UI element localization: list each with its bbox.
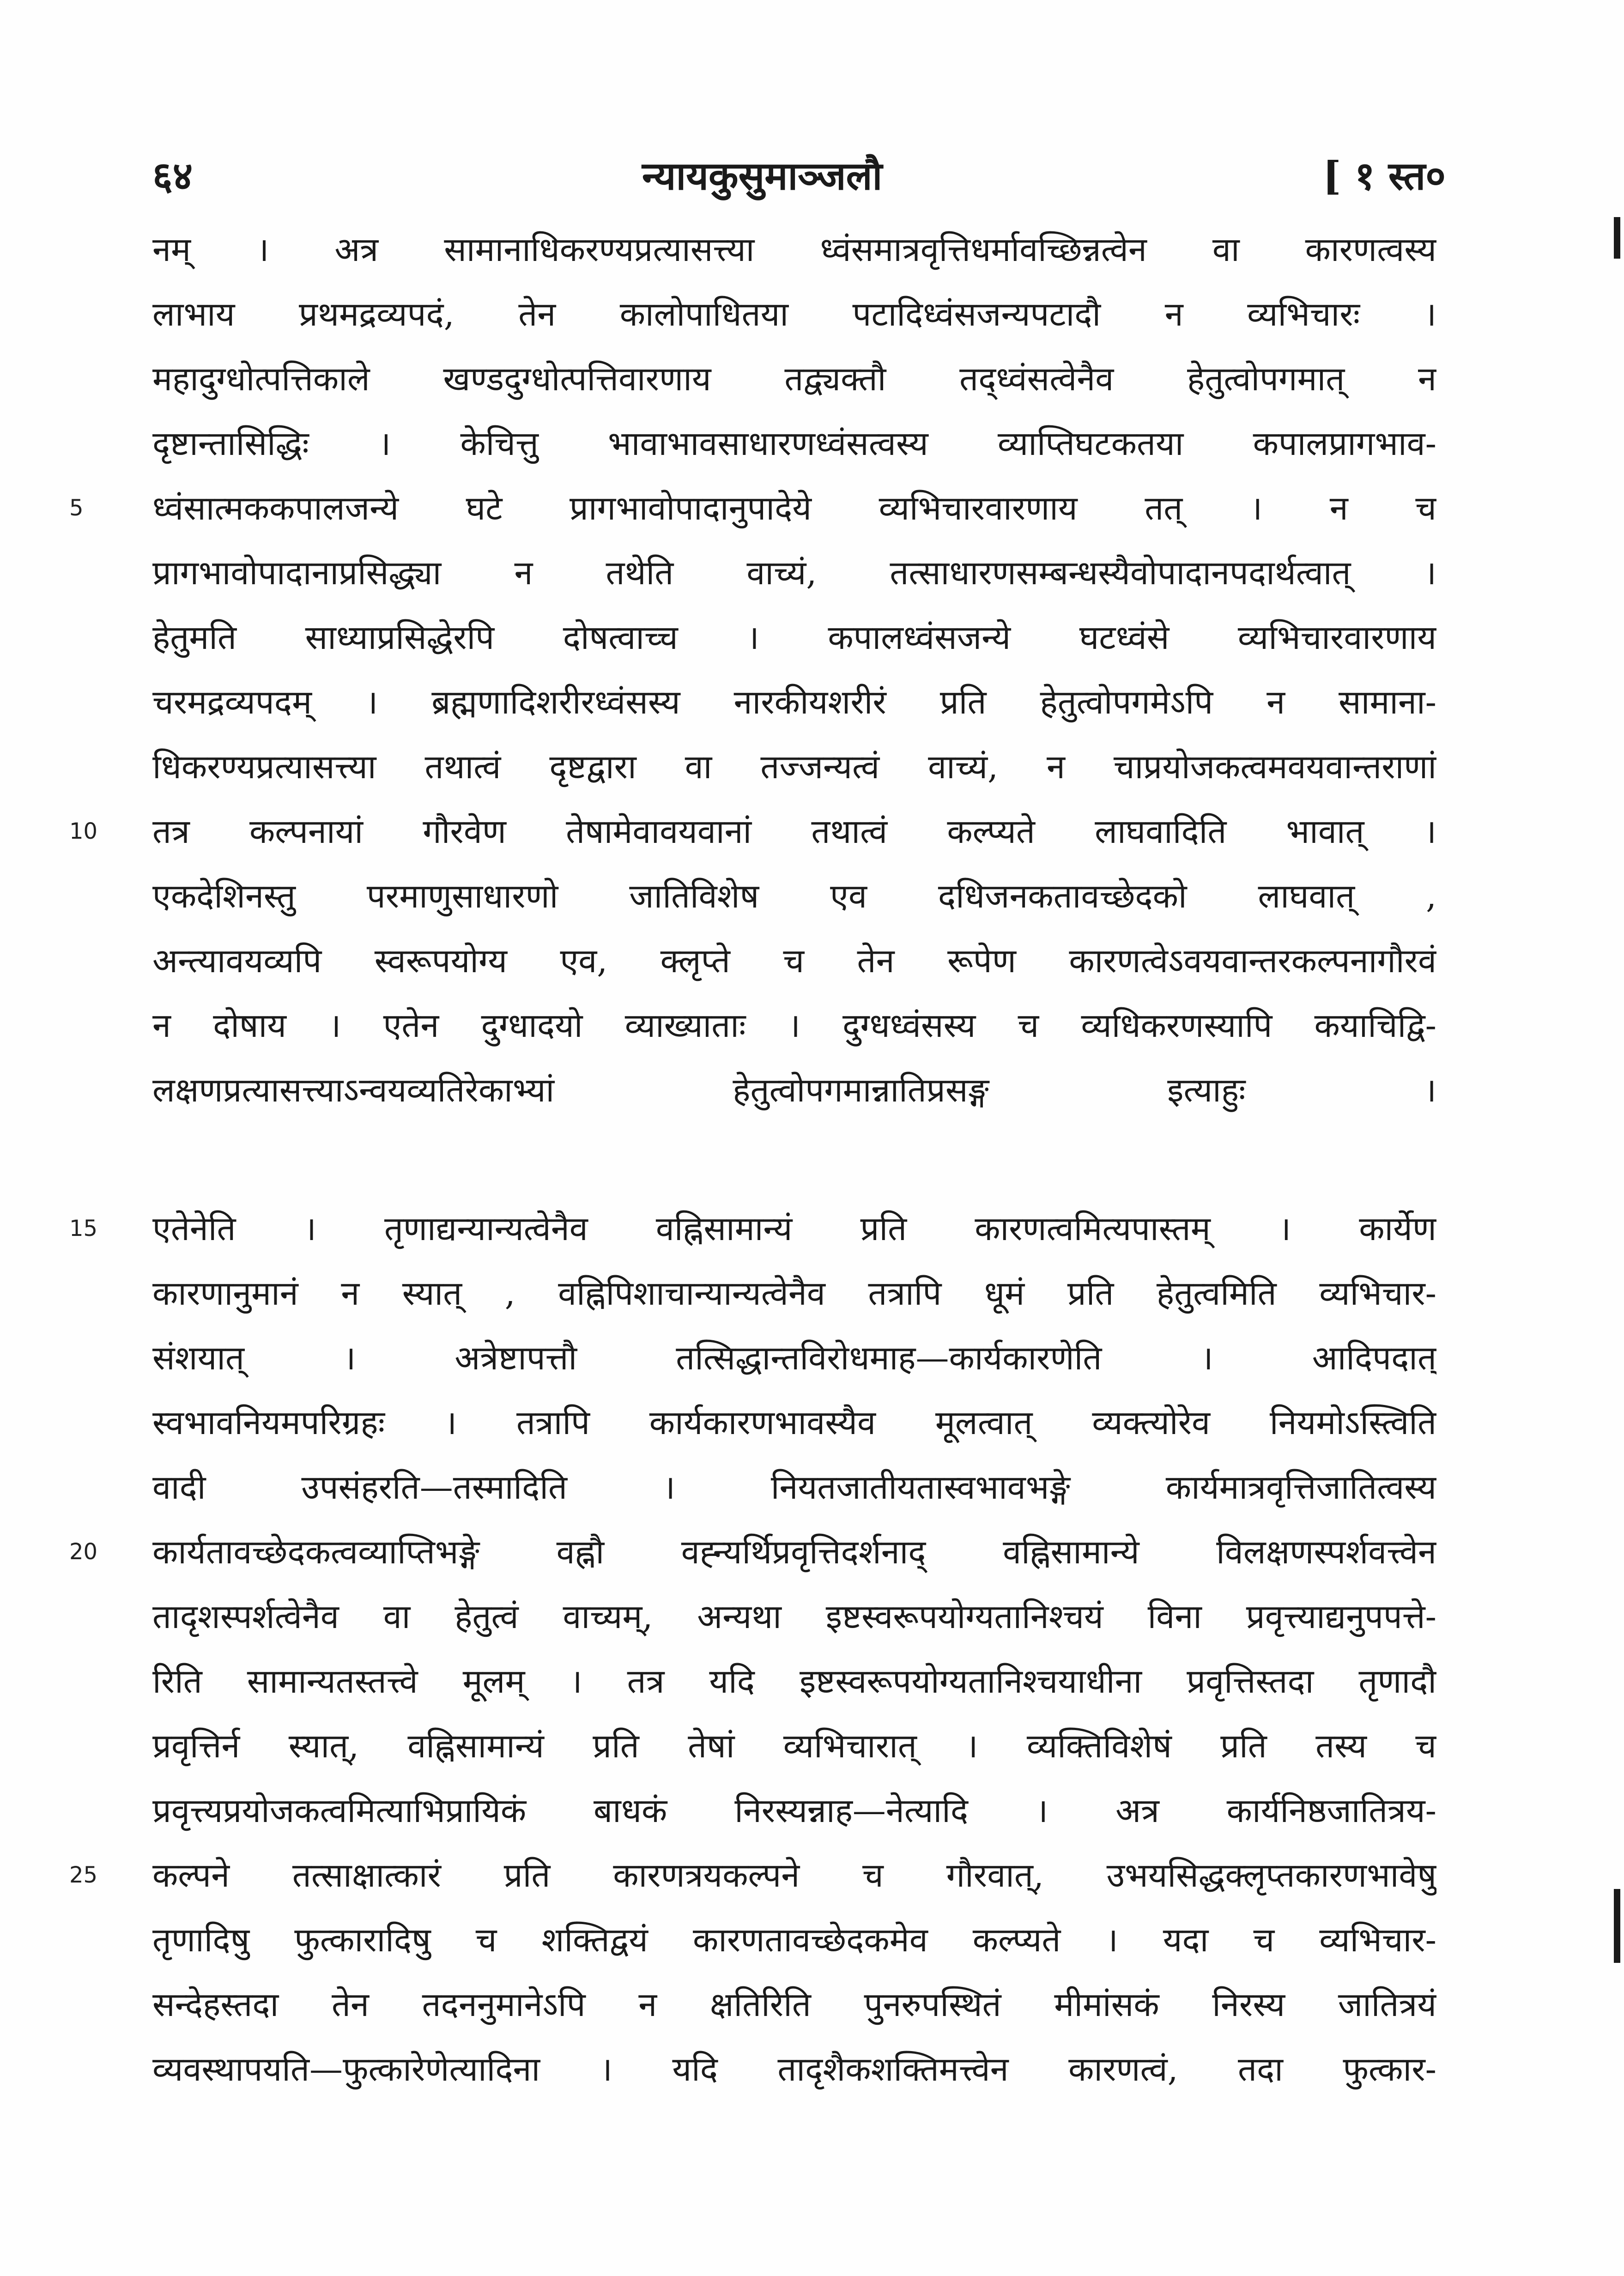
text-line: सन्देहस्तदा तेन तदननुमानेऽपि न क्षतिरिति पुनरुपस्थितं मीमांसकं निरस्य जातित्रयं xyxy=(152,1985,1436,2024)
text-line: अन्त्यावयव्यपि स्वरूपयोग्य एव, क्लृप्ते च तेन रूपेण कारणत्वेऽवयवान्तरकल्पनागौरवं xyxy=(152,941,1436,980)
text-line: ध्वंसात्मककपालजन्ये घटे प्रागभावोपादानुपादेये व्यभिचारवारणाय तत् । न च xyxy=(152,489,1436,527)
text-line: प्रवृत्तिर्न स्यात्, वह्निसामान्यं प्रति तेषां व्यभिचारात् । व्यक्तिविशेषं प्रति तस्य च xyxy=(152,1726,1436,1765)
text-line: वादी उपसंहरति—तस्मादिति । नियतजातीयतास्वभावभङ्गे कार्यमात्रवृत्तिजातित्वस्य xyxy=(152,1468,1436,1507)
text-line: व्यवस्थापयति—फुत्कारेणेत्यादिना । यदि तादृशैकशक्तिमत्त्वेन कारणत्वं, तदा फुत्कार- xyxy=(152,2050,1436,2088)
text-line: कारणानुमानं न स्यात् , वह्निपिशाचान्यान्यत्वेनैव तत्रापि धूमं प्रति हेतुत्वमिति व्यभिचार- xyxy=(152,1274,1436,1313)
text-line: संशयात् । अत्रेष्टापत्तौ तत्सिद्धान्तविरोधमाह—कार्यकारणेति । आदिपदात् xyxy=(152,1338,1436,1377)
section-marker: [ १ स्त० xyxy=(1322,153,1446,199)
text-line: नम् । अत्र सामानाधिकरण्यप्रत्यासत्त्या ध्वंसमात्रवृत्तिधर्मावच्छिन्नत्वेन वा कारणत्वस्य xyxy=(152,230,1436,269)
text-line: तृणादिषु फुत्कारादिषु च शक्तिद्वयं कारणतावच्छेदकमेव कल्प्यते । यदा च व्यभिचार- xyxy=(152,1920,1436,1959)
text-line: तादृशस्पर्शत्वेनैव वा हेतुत्वं वाच्यम्, अन्यथा इष्टस्वरूपयोग्यतानिश्चयं विना प्रवृत्त्याद्यनुपपत्ते- xyxy=(152,1597,1436,1636)
text-line: लक्षणप्रत्यासत्त्याऽन्वयव्यतिरेकाभ्यां हेतुत्वोपगमान्नातिप्रसङ्ग इत्याहुः । xyxy=(152,1071,1436,1109)
scan-edge-mark xyxy=(1614,1889,1620,1963)
text-line: कल्पने तत्साक्षात्कारं प्रति कारणत्रयकल्पने च गौरवात्, उभयसिद्धक्लृप्तकारणभावेषु xyxy=(152,1856,1436,1895)
text-line: लाभाय प्रथमद्रव्यपदं, तेन कालोपाधितया पटादिध्वंसजन्यपटादौ न व्यभिचारः । xyxy=(152,295,1436,333)
text-line: प्रवृत्त्यप्रयोजकत्वमित्याभिप्रायिकं बाधकं निरस्यन्नाह—नेत्यादि । अत्र कार्यनिष्ठजातित्रय- xyxy=(152,1791,1436,1830)
text-line: तत्र कल्पनायां गौरवेण तेषामेवावयवानां तथात्वं कल्प्यते लाघवादिति भावात् । xyxy=(152,812,1436,851)
line-number: 25 xyxy=(69,1862,98,1888)
text-line: दृष्टान्तासिद्धिः । केचित्तु भावाभावसाधारणध्वंसत्वस्य व्याप्तिघटकतया कपालप्रागभाव- xyxy=(152,424,1436,463)
text-line: हेतुमति साध्याप्रसिद्धेरपि दोषत्वाच्च । कपालध्वंसजन्ये घटध्वंसे व्यभिचारवारणाय xyxy=(152,618,1436,657)
text-line: एतेनेति । तृणाद्यन्यान्यत्वेनैव वह्निसामान्यं प्रति कारणत्वमित्यपास्तम् । कार्येण xyxy=(152,1209,1436,1248)
line-number: 10 xyxy=(69,818,98,844)
text-line: न दोषाय । एतेन दुग्धादयो व्याख्याताः । दुग्धध्वंसस्य च व्यधिकरणस्यापि कयाचिद्वि- xyxy=(152,1006,1436,1045)
line-number: 5 xyxy=(69,495,84,521)
text-line: कार्यतावच्छेदकत्वव्याप्तिभङ्गे वह्नौ वह्न्यर्थिप्रवृत्तिदर्शनाद् वह्निसामान्ये विलक्षणस्पर्शवत्त्वेन xyxy=(152,1532,1436,1571)
page-header xyxy=(152,148,1446,212)
text-line: रिति सामान्यतस्तत्त्वे मूलम् । तत्र यदि इष्टस्वरूपयोग्यतानिश्चयाधीना प्रवृत्तिस्तदा तृणादौ xyxy=(152,1662,1436,1701)
page-number: ६४ xyxy=(152,153,193,199)
line-number: 20 xyxy=(69,1539,98,1565)
text-line: स्वभावनियमपरिग्रहः । तत्रापि कार्यकारणभावस्यैव मूलत्वात् व्यक्त्योरेव नियमोऽस्त्विति xyxy=(152,1403,1436,1442)
text-line: चरमद्रव्यपदम् । ब्रह्मणादिशरीरध्वंसस्य नारकीयशरीरं प्रति हेतुत्वोपगमेऽपि न सामाना- xyxy=(152,683,1436,721)
text-line: प्रागभावोपादानाप्रसिद्ध्या न तथेति वाच्यं, तत्साधारणसम्बन्धस्यैवोपादानपदार्थत्वात् । xyxy=(152,553,1436,592)
running-title: न्यायकुसुमाञ्जलौ xyxy=(642,153,883,199)
text-line: एकदेशिनस्तु परमाणुसाधारणो जातिविशेष एव दधिजनकतावच्छेदको लाघवात् , xyxy=(152,877,1436,915)
text-line: धिकरण्यप्रत्यासत्त्या तथात्वं दृष्टद्वारा वा तज्जन्यत्वं वाच्यं, न चाप्रयोजकत्वमवयवान्तराणां xyxy=(152,747,1436,786)
scan-edge-mark xyxy=(1614,217,1620,259)
line-number: 15 xyxy=(69,1216,98,1241)
text-line: महादुग्धोत्पत्तिकाले खण्डदुग्धोत्पत्तिवारणाय तद्व्यक्तौ तद्ध्वंसत्वेनैव हेतुत्वोपगमात् न xyxy=(152,359,1436,398)
